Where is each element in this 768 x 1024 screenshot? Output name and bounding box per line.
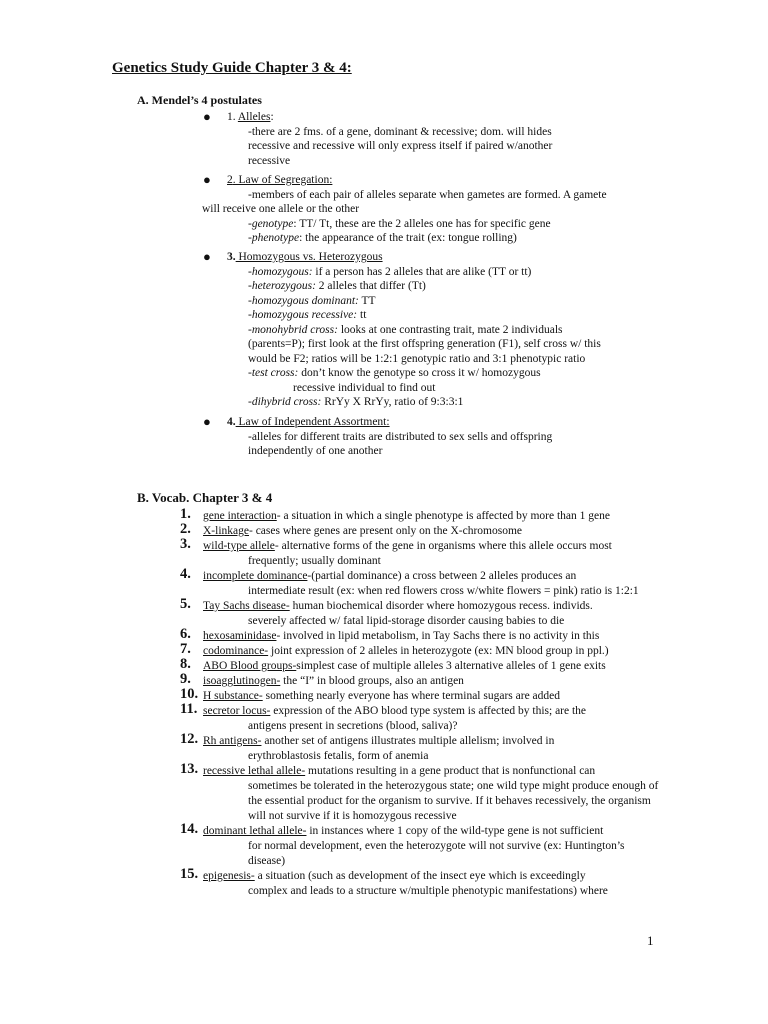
vocab-definition-continued: sometimes be tolerated in the heterozygous state; one wild type might produce enough of the essential product for the organism to survive. If it behaves recessively, the organism will not survive if it is homozygous recessive [248, 780, 659, 822]
vocab-number: 7. [180, 641, 191, 657]
vocab-number: 14. [180, 821, 199, 837]
vocab-term: hexosaminidase [203, 630, 277, 642]
vocab-number: 5. [180, 596, 191, 612]
vocab-definition: - a situation in which a single phenotype is affected by more than 1 gene [276, 510, 610, 522]
vocab-number: 8. [180, 656, 191, 672]
vocab-definition: something nearly everyone has where terminal sugars are added [262, 690, 561, 702]
postulate-4 [203, 414, 627, 459]
phenotype-line: -phenotype: the appearance of the trait (ex: tongue rolling) [248, 232, 517, 244]
vocab-number: 10. [180, 686, 199, 702]
dihybrid-line: -dihybrid cross: RrYy X RrYy, ratio of 9:3:3:1 [248, 396, 464, 408]
vocab-item [180, 521, 660, 539]
vocab-number: 13. [180, 761, 199, 777]
vocab-term: codominance- [203, 645, 269, 657]
vocab-item [180, 641, 660, 659]
vocab-definition: - involved in lipid metabolism, in Tay Sachs there is no activity in this [276, 630, 600, 642]
vocab-item [180, 626, 660, 644]
vocab-definition: mutations resulting in a gene product that is nonfunctional can [305, 765, 596, 777]
bullet-icon: ● [203, 109, 211, 124]
vocab-term: incomplete dominance [203, 570, 308, 582]
homozygous-recessive-line: -homozygous recessive: tt [248, 309, 367, 321]
postulate-2 [202, 172, 657, 246]
section-a-heading: A. Mendel’s 4 postulates [137, 93, 262, 107]
vocab-item [180, 536, 660, 569]
genotype-line: -genotype: TT/ Tt, these are the 2 alleles one has for specific gene [248, 217, 551, 230]
text-line: -members of each pair of alleles separate when gametes are formed. A gamete [248, 188, 607, 201]
text-line: -alleles for different traits are distributed to sex sells and offspring [248, 430, 553, 443]
vocab-definition: joint expression of 2 alleles in heterozygote (ex: MN blood group in ppl.) [268, 645, 609, 657]
page-title: Genetics Study Guide Chapter 3 & 4: [112, 60, 352, 76]
text-line: (parents=P); first look at the first offspring generation (F1), self cross w/ this [248, 338, 601, 350]
vocab-definition: human biochemical disorder where homozygous recess. individs. [289, 600, 593, 612]
vocab-definition-continued: severely affected w/ fatal lipid-storage disorder causing babies to die [248, 615, 565, 627]
text-line: recessive individual to find out [293, 381, 436, 394]
vocab-item [180, 701, 660, 734]
postulate-heading: 3. Homozygous vs. Heterozygous [227, 251, 383, 263]
homozygous-line: -homozygous: if a person has 2 alleles that are alike (TT or tt) [248, 265, 532, 278]
text-line: recessive [248, 154, 291, 167]
vocab-item [180, 821, 660, 869]
vocab-number: 6. [180, 626, 191, 642]
vocab-item [180, 731, 660, 764]
vocab-term: epigenesis- [203, 870, 255, 882]
homozygous-dominant-line: -homozygous dominant: TT [248, 294, 376, 307]
vocab-number: 9. [180, 671, 191, 687]
vocab-term: Rh antigens- [203, 735, 262, 747]
vocab-item [180, 506, 660, 524]
postulate-3 [203, 249, 627, 410]
vocab-definition-continued: complex and leads to a structure w/multiple phenotypic manifestations) where [248, 885, 608, 897]
vocab-definition: another set of antigens illustrates multiple allelism; involved in [261, 735, 555, 747]
vocab-number: 2. [180, 521, 191, 537]
bullet-icon: ● [203, 249, 211, 264]
vocab-term: ABO Blood groups- [203, 660, 297, 672]
vocab-term: H substance- [203, 690, 263, 702]
vocab-list [180, 506, 660, 899]
vocab-definition-continued: antigens present in secretions (blood, saliva)? [248, 720, 458, 732]
vocab-term: dominant lethal allele- [203, 825, 307, 837]
test-cross-line: -test cross: don’t know the genotype so cross it w/ homozygous [248, 367, 541, 379]
vocab-item [180, 866, 660, 899]
vocab-definition-continued: for normal development, even the heterozygote will not survive (ex: Huntington’s disease) [248, 840, 625, 867]
vocab-item [180, 671, 660, 689]
postulate-heading: 4. Law of Independent Assortment: [227, 416, 390, 428]
monohybrid-line: -monohybrid cross: looks at one contrasting trait, mate 2 individuals [248, 323, 563, 336]
vocab-definition: - cases where genes are present only on the X-chromosome [248, 525, 523, 537]
vocab-term: gene interaction [203, 510, 277, 522]
postulate-heading: 2. Law of Segregation: [227, 174, 333, 186]
vocab-item [180, 596, 660, 629]
text-line: will receive one allele or the other [202, 203, 360, 215]
postulate-heading: 1. Alleles: [227, 111, 274, 123]
vocab-definition: in instances where 1 copy of the wild-type gene is not sufficient [306, 825, 604, 837]
vocab-definition-continued: intermediate result (ex: when red flowers cross w/white flowers = pink) ratio is 1:2:1 [248, 585, 639, 597]
vocab-definition-continued: erythroblastosis fetalis, form of anemia [248, 750, 429, 762]
vocab-definition: a situation (such as development of the insect eye which is exceedingly [254, 870, 586, 882]
postulate-1 [203, 109, 627, 168]
vocab-term: wild-type allele [203, 540, 275, 552]
page-number: 1 [647, 933, 654, 948]
vocab-number: 12. [180, 731, 199, 747]
vocab-definition-continued: frequently; usually dominant [248, 555, 381, 567]
vocab-items [180, 506, 660, 899]
vocab-term: isoagglutinogen- [203, 675, 281, 687]
heterozygous-line: -heterozygous: 2 alleles that differ (Tt) [248, 280, 426, 292]
vocab-term: secretor locus- [203, 705, 271, 717]
vocab-definition: -(partial dominance) a cross between 2 alleles produces an [307, 570, 577, 582]
vocab-definition: the “I” in blood groups, also an antigen [280, 675, 464, 687]
vocab-term: X-linkage [203, 525, 249, 537]
vocab-definition: expression of the ABO blood type system is affected by this; are the [270, 705, 587, 717]
text-line: -there are 2 fms. of a gene, dominant & recessive; dom. will hides [248, 125, 552, 138]
text-line: independently of one another [248, 445, 383, 457]
text-line: recessive and recessive will only express itself if paired w/another [248, 140, 553, 152]
section-b-heading: B. Vocab. Chapter 3 & 4 [137, 490, 273, 505]
vocab-number: 3. [180, 536, 191, 552]
vocab-term: Tay Sachs disease- [203, 600, 290, 612]
vocab-definition: simplest case of multiple alleles 3 alternative alleles of 1 gene exits [296, 660, 606, 672]
vocab-item [180, 566, 660, 599]
vocab-item [180, 686, 660, 704]
vocab-number: 15. [180, 866, 199, 882]
vocab-item [180, 656, 660, 674]
vocab-number: 4. [180, 566, 191, 582]
vocab-term: recessive lethal allele- [203, 765, 306, 777]
vocab-item [180, 761, 660, 824]
text-line: would be F2; ratios will be 1:2:1 genotypic ratio and 3:1 phenotypic ratio [248, 352, 586, 365]
bullet-icon: ● [203, 414, 211, 429]
bullet-icon: ● [203, 172, 211, 187]
vocab-definition: - alternative forms of the gene in organisms where this allele occurs most [274, 540, 612, 552]
vocab-number: 11. [180, 701, 198, 717]
vocab-number: 1. [180, 506, 191, 522]
